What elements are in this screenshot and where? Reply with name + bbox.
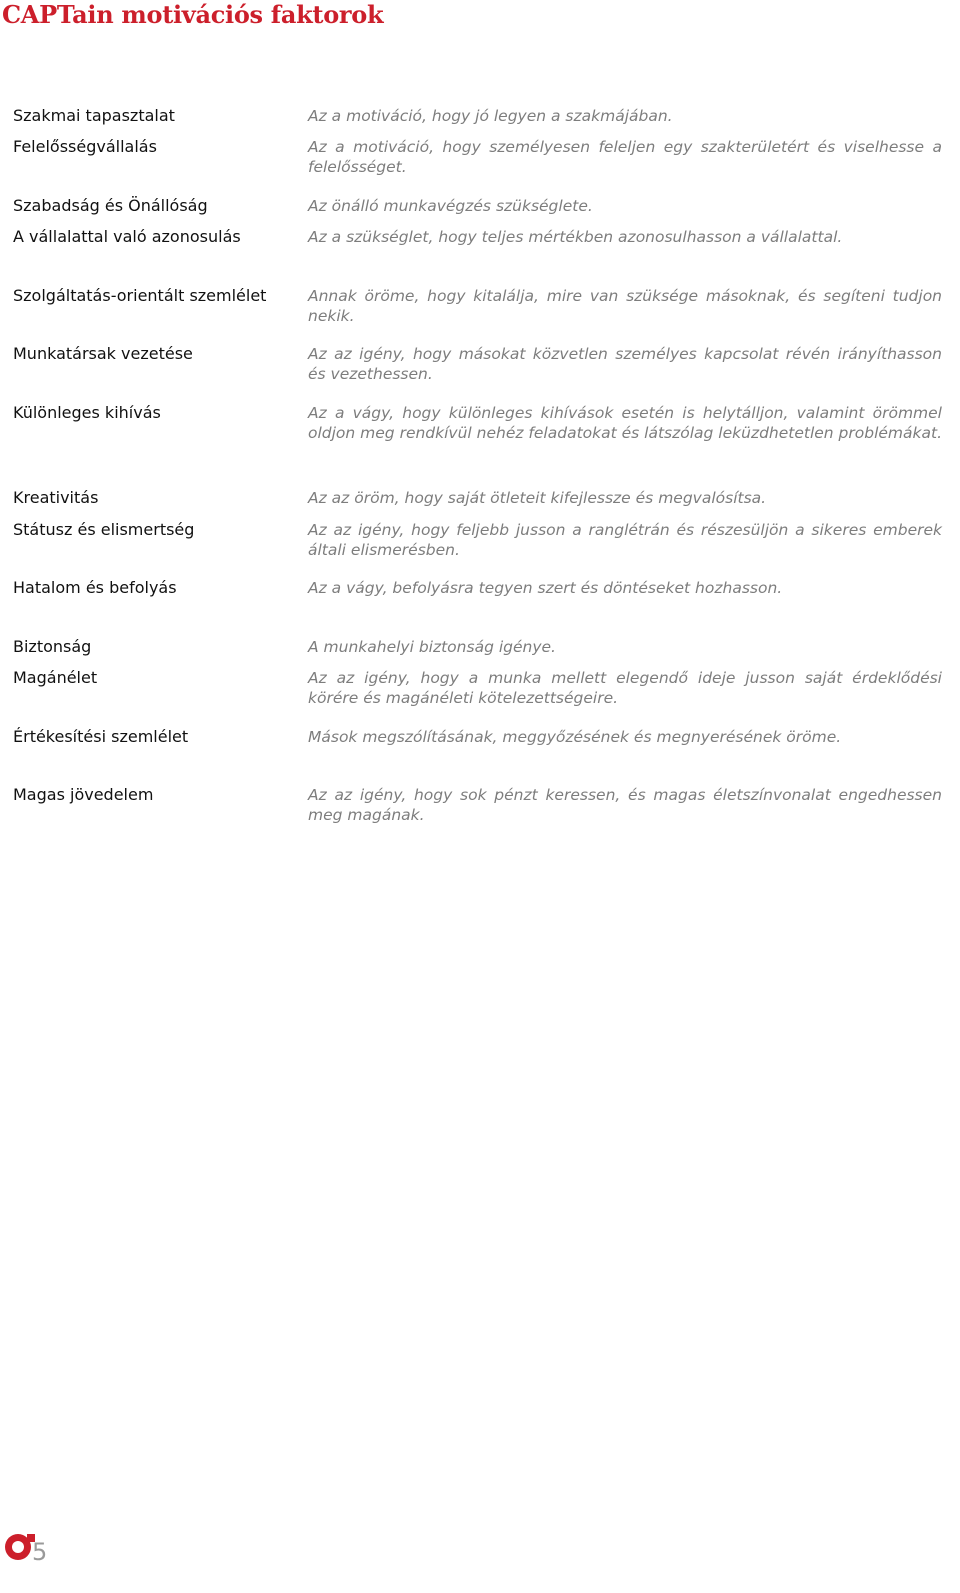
factor-description: Az önálló munkavégzés szükséglete. bbox=[308, 197, 593, 215]
factor-description: Az a vágy, hogy különleges kihívások esetén is helytálljon, valamint örömmel oldjon meg rendkívül nehéz feladatokat és látszólag leküzdhetetlen problémákat. bbox=[308, 404, 943, 442]
factor-label: Munkatársak vezetése bbox=[13, 344, 193, 363]
factor-label: Szakmai tapasztalat bbox=[13, 106, 175, 125]
factor-label: Hatalom és befolyás bbox=[13, 578, 177, 597]
factor-description: Az a motiváció, hogy jó legyen a szakmájában. bbox=[308, 107, 673, 125]
factor-label: Biztonság bbox=[13, 637, 92, 656]
factor-description: Az a motiváció, hogy személyesen feleljen egy szakterületért és viselhesse a felelősséget. bbox=[308, 138, 942, 176]
factor-description: Az a vágy, befolyásra tegyen szert és döntéseket hozhasson. bbox=[308, 579, 783, 597]
factor-description: Az a szükséglet, hogy teljes mértékben azonosulhasson a vállalattal. bbox=[308, 228, 843, 246]
factor-label: Szabadság és Önállóság bbox=[13, 196, 208, 215]
factor-description: Az az igény, hogy a munka mellett elegendő ideje jusson saját érdeklődési körére és magánéleti kötelezettségeire. bbox=[308, 669, 942, 707]
factor-description: Annak öröme, hogy kitalálja, mire van szüksége másoknak, és segíteni tudjon nekik. bbox=[308, 287, 942, 325]
page-number: 5 bbox=[32, 1538, 48, 1566]
factor-description: Az az igény, hogy feljebb jusson a ranglétrán és részesüljön a sikeres emberek általi elismerésben. bbox=[308, 521, 942, 559]
factor-description: Mások megszólításának, meggyőzésének és megnyerésének öröme. bbox=[308, 728, 842, 746]
factor-label: Értékesítési szemlélet bbox=[13, 727, 189, 746]
factor-label: Kreativitás bbox=[13, 488, 99, 507]
factor-label: Különleges kihívás bbox=[13, 403, 161, 422]
factor-label: Felelősségvállalás bbox=[13, 137, 157, 156]
page-title: CAPTain motivációs faktorok bbox=[2, 0, 384, 29]
factor-label: Szolgáltatás-orientált szemlélet bbox=[13, 286, 267, 305]
factor-label: Magánélet bbox=[13, 668, 98, 687]
factor-description: A munkahelyi biztonság igénye. bbox=[308, 638, 556, 656]
factor-description: Az az igény, hogy másokat közvetlen személyes kapcsolat révén irányíthasson és vezethessen. bbox=[308, 345, 942, 383]
factor-description: Az az öröm, hogy saját ötleteit kifejlessze és megvalósítsa. bbox=[308, 489, 767, 507]
factor-description: Az az igény, hogy sok pénzt keressen, és magas életszínvonalat engedhessen meg magának. bbox=[308, 786, 942, 824]
factor-label: A vállalattal való azonosulás bbox=[13, 227, 241, 246]
factor-label: Státusz és elismertség bbox=[13, 520, 195, 539]
factor-label: Magas jövedelem bbox=[13, 785, 154, 804]
